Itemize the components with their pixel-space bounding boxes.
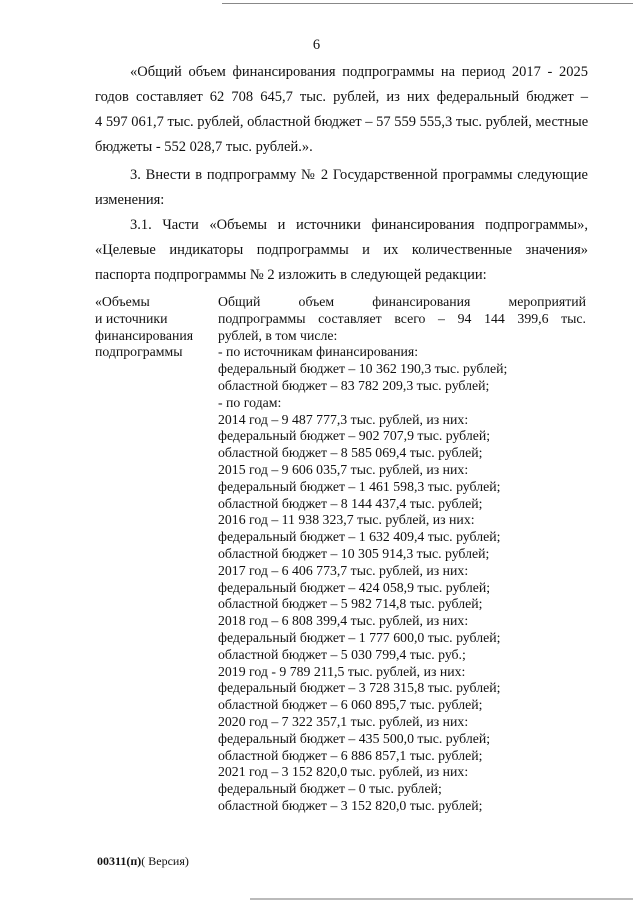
- table-right-line: областной бюджет – 10 305 914,3 тыс. рублей;: [218, 545, 490, 561]
- table-right-line: областной бюджет – 83 782 209,3 тыс. рублей;: [218, 377, 490, 393]
- table-left-line: финансирования: [95, 327, 194, 343]
- table-right-line: областной бюджет – 8 585 069,4 тыс. рублей;: [218, 445, 483, 461]
- table-right-line: подпрограммы составляет всего – 94 144 399,6 тыс.: [218, 310, 586, 326]
- table-right-line: 2016 год – 11 938 323,7 тыс. рублей, из них:: [218, 512, 475, 528]
- table-right-line: 2020 год – 7 322 357,1 тыс. рублей, из них:: [218, 713, 469, 729]
- table-right-line: 2015 год – 9 606 035,7 тыс. рублей, из них:: [218, 461, 469, 477]
- table-right-line: 2014 год – 9 487 777,3 тыс. рублей, из них:: [218, 411, 469, 427]
- table-right-line: областной бюджет – 6 886 857,1 тыс. рублей;: [218, 747, 483, 763]
- table-right-line: федеральный бюджет – 424 058,9 тыс. рублей;: [218, 579, 491, 595]
- table-right-line: 2017 год – 6 406 773,7 тыс. рублей, из них:: [218, 562, 469, 578]
- intro-line-3: 4 597 061,7 тыс. рублей, областной бюджет – 57 559 555,3 тыс. рублей, местные: [95, 114, 589, 130]
- document-version: ( Версия): [141, 854, 189, 868]
- table-right-line: 2018 год – 6 808 399,4 тыс. рублей, из них:: [218, 613, 469, 629]
- scan-edge-bottom: [250, 898, 633, 900]
- item31-line-3: паспорта подпрограммы № 2 изложить в следующей редакции:: [95, 267, 487, 283]
- table-right-line: федеральный бюджет – 1 632 409,4 тыс. рублей;: [218, 529, 501, 545]
- table-right-line: областной бюджет – 8 144 437,4 тыс. рублей;: [218, 495, 483, 511]
- table-right-line: областной бюджет – 3 152 820,0 тыс. рублей;: [218, 797, 483, 813]
- table-right-line: федеральный бюджет – 902 707,9 тыс. рублей;: [218, 428, 491, 444]
- table-left-line: «Объемы: [95, 294, 150, 309]
- table-right-column: [218, 294, 586, 815]
- table-right-line: областной бюджет – 5 030 799,4 тыс. руб.;: [218, 646, 466, 662]
- item31-line-1: 3.1. Части «Объемы и источники финансирования подпрограммы»,: [130, 217, 588, 233]
- table-right-line: - по источникам финансирования:: [218, 344, 419, 360]
- table-right-line: федеральный бюджет – 1 777 600,0 тыс. рублей;: [218, 629, 501, 645]
- page-number: 6: [312, 37, 321, 53]
- document-footer: [97, 853, 189, 869]
- item3-line-1: 3. Внести в подпрограмму № 2 Государственной программы следующие: [130, 167, 588, 183]
- table-right-line: Общий объем финансирования мероприятий: [218, 294, 586, 309]
- table-right-line: федеральный бюджет – 0 тыс. рублей;: [218, 781, 442, 797]
- table-right-line: федеральный бюджет – 10 362 190,3 тыс. рублей;: [218, 361, 508, 377]
- intro-line-4: бюджеты - 552 028,7 тыс. рублей.».: [95, 139, 313, 155]
- table-right-line: областной бюджет – 6 060 895,7 тыс. рублей;: [218, 697, 483, 713]
- table-right-line: федеральный бюджет – 3 728 315,8 тыс. рублей;: [218, 680, 501, 696]
- table-left-column: [95, 294, 205, 361]
- table-right-line: 2019 год - 9 789 211,5 тыс. рублей, из них:: [218, 663, 466, 679]
- table-right-line: - по годам:: [218, 394, 282, 410]
- table-right-line: федеральный бюджет – 435 500,0 тыс. рублей;: [218, 730, 491, 746]
- table-right-line: федеральный бюджет – 1 461 598,3 тыс. рублей;: [218, 478, 501, 494]
- table-left-line: подпрограммы: [95, 344, 183, 360]
- item3-line-2: изменения:: [95, 192, 165, 208]
- item31-line-2: «Целевые индикаторы подпрограммы и их количественные значения»: [95, 242, 588, 258]
- intro-line-1: «Общий объем финансирования подпрограммы на период 2017 - 2025: [130, 64, 588, 80]
- table-left-line: и источники: [95, 310, 168, 326]
- document-code: 00311(п): [97, 854, 142, 868]
- table-right-line: рублей, в том числе:: [218, 327, 338, 343]
- table-right-line: 2021 год – 3 152 820,0 тыс. рублей, из них:: [218, 764, 469, 780]
- intro-line-2: годов составляет 62 708 645,7 тыс. рублей, из них федеральный бюджет –: [95, 89, 588, 105]
- scan-edge-top: [222, 3, 633, 4]
- table-right-line: областной бюджет – 5 982 714,8 тыс. рублей;: [218, 596, 483, 612]
